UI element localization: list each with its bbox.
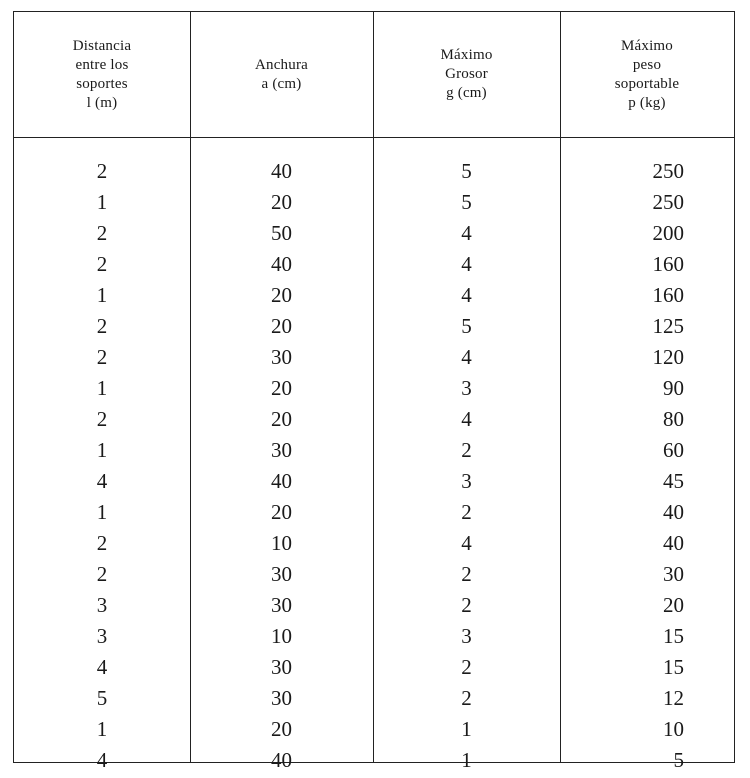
table-cell: 3 — [461, 376, 472, 400]
table-cell: 2 — [461, 655, 472, 679]
table-cell: 3 — [461, 469, 472, 493]
table-cell: 4 — [96, 469, 108, 493]
table-cell: 20 — [271, 190, 292, 214]
table-cell: 1 — [96, 717, 108, 741]
header-line: Máximo — [620, 37, 673, 54]
table-cell: 20 — [271, 376, 292, 400]
table-cell: 15 — [663, 624, 684, 648]
table-row — [14, 404, 734, 435]
table-cell: 1 — [96, 283, 108, 307]
header-line: l (m) — [86, 94, 118, 111]
table-row — [14, 683, 734, 714]
table-cell: 30 — [271, 438, 292, 462]
table-cell: 2 — [96, 531, 108, 555]
table-cell: 160 — [652, 252, 684, 276]
table-row — [14, 621, 734, 652]
table-cell: 4 — [96, 655, 108, 679]
header-line: g (cm) — [446, 85, 487, 101]
table-row — [14, 218, 734, 249]
table-cell: 2 — [461, 562, 472, 586]
table-cell: 20 — [271, 500, 292, 524]
table-cell: 90 — [663, 376, 684, 400]
table-cell: 30 — [271, 655, 292, 679]
table-cell: 40 — [271, 252, 292, 276]
table-cell: 30 — [271, 345, 292, 369]
table-row — [14, 156, 734, 187]
table-cell: 1 — [96, 376, 108, 400]
header-line: Máximo — [440, 47, 493, 63]
table-row — [14, 342, 734, 373]
table-row — [14, 187, 734, 218]
table-cell: 2 — [96, 252, 108, 276]
table-cell: 30 — [271, 593, 292, 617]
table-cell: 2 — [96, 159, 108, 183]
header-line: peso — [632, 56, 662, 73]
table-cell: 4 — [461, 407, 472, 431]
table-cell: 3 — [96, 624, 108, 648]
table-cell: 1 — [461, 717, 472, 741]
table-cell: 10 — [271, 531, 292, 555]
header-peso — [560, 12, 734, 137]
table-cell: 30 — [271, 562, 292, 586]
table-cell: 4 — [461, 252, 472, 276]
table-cell: 4 — [96, 748, 108, 772]
table-cell: 40 — [271, 748, 292, 772]
table-row — [14, 714, 734, 745]
table-cell: 125 — [652, 314, 684, 338]
table-row — [14, 280, 734, 311]
table-cell: 1 — [96, 190, 108, 214]
table-cell: 2 — [96, 345, 108, 369]
table-cell: 2 — [461, 686, 472, 710]
table-cell: 20 — [271, 283, 292, 307]
table-cell: 2 — [96, 407, 108, 431]
header-line: p (kg) — [628, 94, 666, 111]
table-cell: 15 — [663, 655, 684, 679]
table-cell: 250 — [652, 190, 684, 214]
table-row — [14, 745, 734, 776]
table-cell: 250 — [652, 159, 684, 183]
table-cell: 4 — [461, 283, 472, 307]
table-cell: 12 — [663, 686, 684, 710]
table-cell: 5 — [461, 159, 472, 183]
table-row — [14, 466, 734, 497]
table-cell: 50 — [271, 221, 292, 245]
table-cell: 120 — [652, 345, 684, 369]
table-cell: 40 — [663, 500, 684, 524]
table-cell: 4 — [461, 221, 472, 245]
table-cell: 10 — [271, 624, 292, 648]
header-grosor — [373, 12, 560, 137]
table-cell: 4 — [461, 531, 472, 555]
table-cell: 4 — [461, 345, 472, 369]
table-cell: 2 — [96, 562, 108, 586]
table-cell: 80 — [663, 407, 684, 431]
table-cell: 20 — [663, 593, 684, 617]
table-row — [14, 435, 734, 466]
header-line: Distancia — [72, 37, 132, 54]
table-cell: 2 — [96, 221, 108, 245]
table-cell: 200 — [652, 221, 684, 245]
header-line: soportes — [76, 75, 128, 92]
table-cell: 5 — [461, 190, 472, 214]
header-anchura — [190, 12, 373, 137]
table-row — [14, 590, 734, 621]
table-cell: 1 — [96, 500, 108, 524]
table-cell: 3 — [96, 593, 108, 617]
table-cell: 2 — [461, 500, 472, 524]
table-cell: 20 — [271, 314, 292, 338]
header-line: Grosor — [445, 66, 488, 82]
header-line: entre los — [75, 56, 129, 73]
table-cell: 2 — [461, 593, 472, 617]
table-row — [14, 528, 734, 559]
table-cell: 45 — [663, 469, 684, 493]
table-cell: 3 — [461, 624, 472, 648]
table-row — [14, 373, 734, 404]
table-cell: 20 — [271, 407, 292, 431]
table-cell: 40 — [663, 531, 684, 555]
header-line: Anchura — [254, 56, 309, 73]
table-cell: 5 — [673, 748, 684, 772]
table-row — [14, 311, 734, 342]
table-cell: 30 — [271, 686, 292, 710]
header-distancia — [14, 12, 190, 137]
table-cell: 5 — [461, 314, 472, 338]
table-cell: 60 — [663, 438, 684, 462]
table-row — [14, 559, 734, 590]
table-cell: 2 — [96, 314, 108, 338]
header-line: soportable — [614, 75, 680, 92]
data-table — [13, 11, 735, 772]
table-row — [14, 652, 734, 683]
table-cell: 40 — [271, 159, 292, 183]
table-cell: 1 — [96, 438, 108, 462]
table-row — [14, 249, 734, 280]
table-cell: 20 — [271, 717, 292, 741]
table-cell: 30 — [663, 562, 684, 586]
header-divider — [14, 137, 734, 138]
header-line: a (cm) — [261, 75, 302, 92]
table-cell: 40 — [271, 469, 292, 493]
table-row — [14, 497, 734, 528]
table-cell: 5 — [96, 686, 108, 710]
table-cell: 160 — [652, 283, 684, 307]
table-cell: 1 — [461, 748, 472, 772]
table-cell: 2 — [461, 438, 472, 462]
table-cell: 10 — [663, 717, 684, 741]
